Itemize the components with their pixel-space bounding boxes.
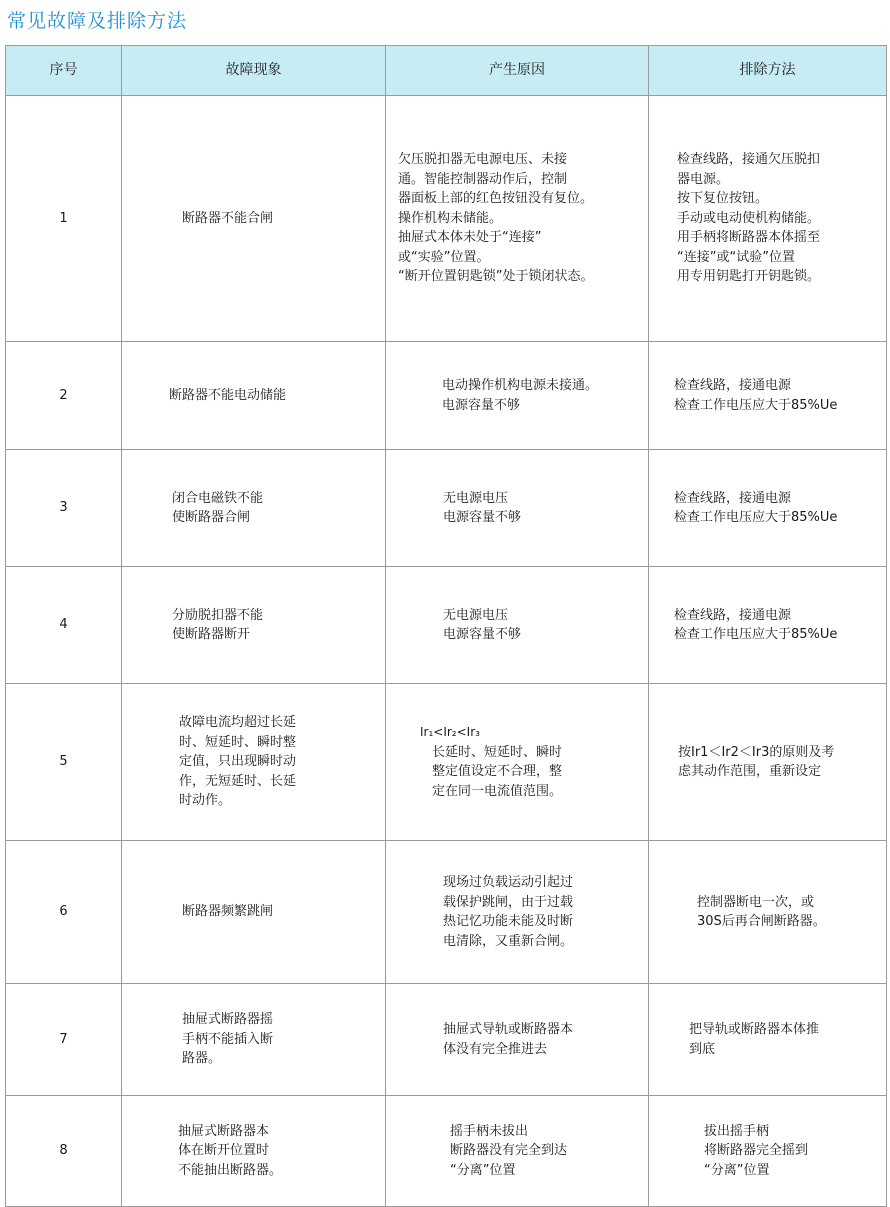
cause-cell [386,841,649,984]
cause-text: 无电源电压 电源容量不够 [443,490,522,525]
table-header-row [6,46,887,96]
cause-text: 无电源电压 电源容量不够 [443,607,522,642]
cause-current-relation: Ir₁<Ir₂<Ir₃ [420,725,480,739]
cause-text: 摇手柄未拔出 断路器没有完全到达 “分离”位置 [450,1123,568,1178]
fix-cell [649,684,887,841]
fix-text: 拔出摇手柄 将断路器完全摇到 “分离”位置 [704,1123,809,1178]
symptom-cell [122,96,386,342]
symptom-text: 闭合电磁铁不能 使断路器合闸 [172,490,264,525]
fix-text: 检查线路，接通电源 检查工作电压应大于85%Ue [674,378,838,413]
fix-cell [649,841,887,984]
table-row [6,841,887,984]
cause-cell [386,450,649,567]
header-no: 序号 [6,46,122,96]
symptom-cell [122,1096,386,1207]
symptom-cell [122,450,386,567]
symptom-text: 断路器不能电动储能 [169,387,287,403]
symptom-text: 分励脱扣器不能 使断路器断开 [172,607,264,642]
cause-cell [386,567,649,684]
row-number: 7 [6,984,122,1096]
fault-table [5,45,887,1207]
row-number: 3 [6,450,122,567]
fix-text: 按Ir1＜Ir2＜Ir3的原则及考 虑其动作范围，重新设定 [678,744,835,779]
table-row [6,1096,887,1207]
table-row [6,450,887,567]
fix-text: 检查线路，接通电源 检查工作电压应大于85%Ue [674,490,838,525]
cause-cell [386,684,649,841]
cause-text: 电动操作机构电源未接通。 电源容量不够 [442,378,599,413]
fix-cell [649,450,887,567]
symptom-cell [122,841,386,984]
page-title: 常见故障及排除方法 [7,10,188,32]
fix-cell [649,984,887,1096]
symptom-text: 抽屉式断路器本 体在断开位置时 不能抽出断路器。 [178,1123,283,1178]
symptom-cell [122,567,386,684]
cause-cell [386,984,649,1096]
fix-cell [649,96,887,342]
row-number: 5 [6,684,122,841]
header-fix: 排除方法 [649,46,887,96]
cause-text: 现场过负载运动引起过 载保护跳闸，由于过载 热记忆功能未能及时断 电清除，又重新合闸。 [443,875,574,949]
cause-text: 抽屉式导轨或断路器本 体没有完全推进去 [443,1022,574,1057]
cause-cell [386,1096,649,1207]
row-number: 6 [6,841,122,984]
symptom-text: 断路器频繁跳闸 [182,904,274,920]
symptom-text: 断路器不能合闸 [182,210,274,226]
table-row [6,567,887,684]
row-number: 1 [6,96,122,342]
fix-cell [649,567,887,684]
symptom-text: 抽屉式断路器摇 手柄不能插入断 路器。 [182,1012,274,1067]
fix-text: 检查线路，接通电源 检查工作电压应大于85%Ue [674,607,838,642]
fix-cell [649,342,887,450]
row-number: 4 [6,567,122,684]
table-row [6,96,887,342]
symptom-cell [122,984,386,1096]
symptom-cell [122,684,386,841]
symptom-cell [122,342,386,450]
cause-text: 长延时、短延时、瞬时 整定值设定不合理，整 定在同一电流值范围。 [432,744,563,799]
table-row [6,342,887,450]
cause-text: 欠压脱扣器无电源电压、未接 通。智能控制器动作后，控制 器面板上部的红色按钮没有复位。 操作机构未储能。 抽屉式本体未处于“连接” 或“实验”位置。 “断开位置钥匙锁”处于锁闭状态。 [398,152,594,285]
cause-cell [386,96,649,342]
header-cause: 产生原因 [386,46,649,96]
table-row [6,984,887,1096]
header-symptom: 故障现象 [122,46,386,96]
row-number: 8 [6,1096,122,1207]
row-number: 2 [6,342,122,450]
table-row [6,684,887,841]
fix-text: 把导轨或断路器本体推 到底 [689,1022,820,1057]
cause-cell [386,342,649,450]
fix-text: 检查线路，接通欠压脱扣 器电源。 按下复位按钮。 手动或电动使机构储能。 用手柄将断路器本体摇至 “连接”或“试验”位置 用专用钥匙打开钥匙锁。 [677,152,821,285]
fix-cell [649,1096,887,1207]
fix-text: 控制器断电一次，或 30S后再合闸断路器。 [697,894,826,929]
symptom-text: 故障电流均超过长延 时、短延时、瞬时整 定值，只出现瞬时动 作，无短延时、长延 时动作。 [179,715,297,809]
